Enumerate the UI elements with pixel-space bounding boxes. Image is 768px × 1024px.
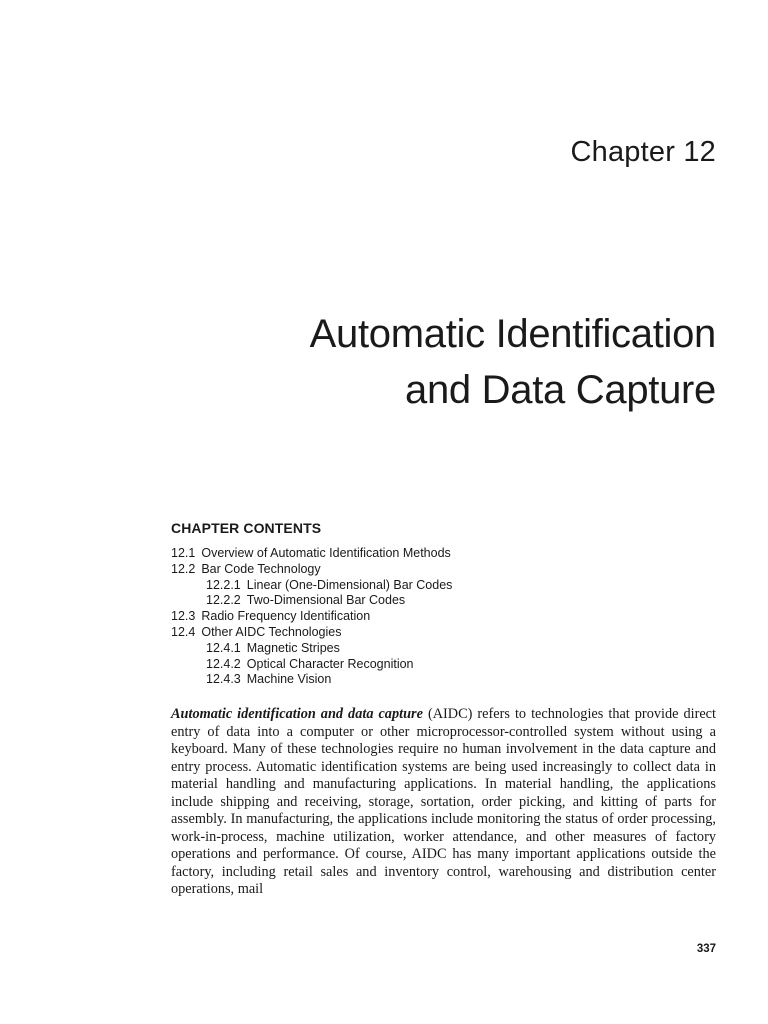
chapter-label: Chapter 12 [570,136,716,168]
toc-item [171,625,716,641]
toc-item [171,609,716,625]
toc-subitem [171,672,716,688]
toc-item [171,546,716,562]
toc-subitem-number: 12.4.1 [206,640,241,655]
toc-item-text: Overview of Automatic Identification Methods [201,546,451,560]
toc-subitem-number: 12.2.2 [206,593,241,608]
toc-subitem [171,641,716,657]
toc-item [171,562,716,578]
toc-item-number: 12.3 [171,609,196,624]
page-number: 337 [696,943,716,955]
toc-subitem [171,578,716,594]
toc-subitem-number: 12.4.2 [206,656,241,671]
toc-subitem-number: 12.2.1 [206,577,241,592]
body-text: (AIDC) refers to technologies that provide direct entry of data into a computer or other microprocessor-controlled system without using a keyboard. Many of these technologies require no human involvement in the data capture and entry process. Automatic identification systems are being used increasingly to collect data in material handling and manufacturing applications. In material handling, the applications include shipping and receiving, storage, sortation, order picking, and kitting of parts for assembly. In manufacturing, the applications include monitoring the status of order processing, work-in-process, machine utilization, worker attendance, and other measures of factory operations and performance. Of course, AIDC has many important applications outside the factory, including retail sales and inventory control, warehousing and distribution center operations, mail [171,706,716,897]
toc-subitem-text: Linear (One-Dimensional) Bar Codes [246,577,453,592]
toc-subitem-text: Magnetic Stripes [246,640,340,655]
defined-term: Automatic identification and data capture [171,706,423,722]
toc-subitem-number: 12.4.3 [206,672,241,687]
contents-heading: CHAPTER CONTENTS [171,520,322,536]
toc-item-text: Other AIDC Technologies [201,624,342,639]
toc-item-number: 12.2 [171,561,196,576]
body-paragraph [171,706,716,899]
chapter-title-line-1: Automatic Identification [309,312,716,356]
toc-item-text: Bar Code Technology [201,561,321,576]
toc-item-text: Radio Frequency Identification [201,609,371,624]
chapter-title-line-2: and Data Capture [405,368,716,412]
toc-subitem [171,657,716,673]
toc-item-number: 12.1 [171,546,196,560]
toc-subitem-text: Two-Dimensional Bar Codes [246,593,406,608]
chapter-contents [171,519,716,688]
toc-item-number: 12.4 [171,624,196,639]
chapter-title [310,306,716,418]
toc-subitem-text: Machine Vision [246,672,332,687]
toc-subitem [171,593,716,609]
toc-subitem-text: Optical Character Recognition [246,656,414,671]
